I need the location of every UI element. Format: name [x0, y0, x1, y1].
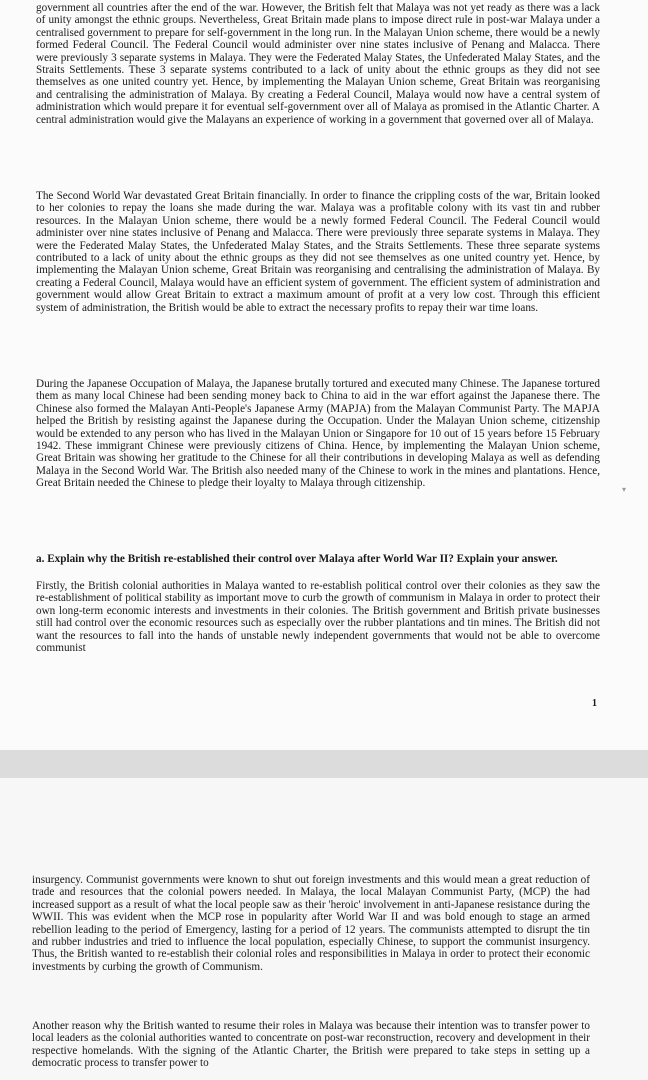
- page-number: 1: [592, 698, 597, 709]
- paragraph-malayan-union-unity: government all countries after the end of the war. However, the British felt that Malaya was not yet ready as there was a lack of unity amongst the ethnic groups. Nevertheless, Great Britain made plans to impose direct rule in post-war Malaya under a centralised government to prepare for self-government in the long run. In the Malayan Union scheme, there would be a newly formed Federal Council. The Federal Council would administer over nine states inclusive of Penang and Malacca. There were previously 3 separate systems in Malaya. They were the Federated Malay States, the Unfederated Malay States, and the Straits Settlements. These 3 separate systems contributed to a lack of unity about the ethnic groups as they did not see themselves as one united country yet. Hence, by implementing the Malayan Union scheme, Great Britain was reorganising and centralising the administration of Malaya. By creating a Federal Council, Malaya would now have a central system of administration which would prepare it for eventual self-government over all of Malaya as promised in the Atlantic Charter. A central administration would give the Malayans an experience of working in a government that governed over all of Malaya.: [36, 2, 600, 126]
- paragraph-answer-firstly: Firstly, the British colonial authorities in Malaya wanted to re-establish political control over their colonies as they saw the re-establishment of political stability as important move to curb the growth of communism in Malaya in order to protect their own long-term economic interests and investments in their colonies. The British government and British private businesses still had control over the economic resources such as especially over the rubber plantations and tin mines. The British did not want the resources to fall into the hands of unstable newly independent governments that would not be able to overcome communist: [36, 580, 600, 655]
- paragraph-war-finances: The Second World War devastated Great Britain financially. In order to finance the crippling costs of the war, Britain looked to her colonies to repay the loans she made during the war. Malaya was a profitable colony with its vast tin and rubber resources. In the Malayan Union scheme, there would be a newly formed Federal Council. The Federal Council would administer over nine states inclusive of Penang and Malacca. There were previously three separate systems in Malaya. They were the Federated Malay States, the Unfederated Malay States, and the Straits Settlements. These three separate systems contributed to a lack of unity about the ethnic groups as they did not see themselves as one united country yet. Hence, by implementing the Malayan Union scheme, Great Britain was reorganising and centralising the administration of Malaya. By creating a Federal Council, Malaya would have an efficient system of government. The efficient system of administration and government would allow Great Britain to extract a maximum amount of profit at a very low cost. Through this efficient system of administration, the British would be able to extract the necessary profits to repay their war time loans.: [36, 190, 600, 314]
- paragraph-communist-insurgency: insurgency. Communist governments were known to shut out foreign investments and this would mean a great reduction of trade and resources that the colonial powers needed. In Malaya, the local Malayan Communist Party, (MCP) the had increased support as a result of what the local people saw as their 'heroic' involvement in anti-Japanese resistance during the WWII. This was evident when the MCP rose in popularity after World War II and was bold enough to stage an armed rebellion leading to the period of Emergency, lasting for a period of 12 years. The communists attempted to disrupt the tin and rubber industries and tried to influence the local population, especially Chinese, to support the communist insurgency. Thus, the British wanted to re-establish their colonial roles and responsibilities in Malaya in order to protect their economic investments by curbing the growth of Communism.: [32, 874, 590, 973]
- document-page-2: [0, 778, 648, 1080]
- paragraph-transfer-power: Another reason why the British wanted to resume their roles in Malaya was because their intention was to transfer power to local leaders as the colonial authorities wanted to concentrate on post-war reconstruction, recovery and development in their respective homelands. With the signing of the Atlantic Charter, the British were prepared to take steps in setting up a democratic process to transfer power to: [32, 1020, 590, 1070]
- paragraph-japanese-occupation: During the Japanese Occupation of Malaya, the Japanese brutally tortured and executed many Chinese. The Japanese tortured them as many local Chinese had been sending money back to China to aid in the war effort against the Japanese there. The Chinese also formed the Malayan Anti-People's Japanese Army (MAPJA) from the Malayan Communist Party. The MAPJA helped the British by resisting against the Japanese during the Occupation. Under the Malayan Union scheme, citizenship would be extended to any person who has lived in the Malayan Union or Singapore for 10 out of 15 years before 15 February 1942. These immigrant Chinese were previously citizens of China. Hence, by implementing the Malayan Union scheme, Great Britain was showing her gratitude to the Chinese for all their contributions in developing Malaya as well as defending Malaya in the Second World War. The British also needed many of the Chinese to work in the mines and plantations. Hence, Great Britain needed the Chinese to pledge their loyalty to Malaya through citizenship.: [36, 378, 600, 490]
- page-separator: [0, 750, 648, 778]
- question-heading: a. Explain why the British re-established their control over Malaya after World War II? Explain your answer.: [36, 553, 558, 565]
- chevron-down-icon: ▾: [622, 485, 627, 494]
